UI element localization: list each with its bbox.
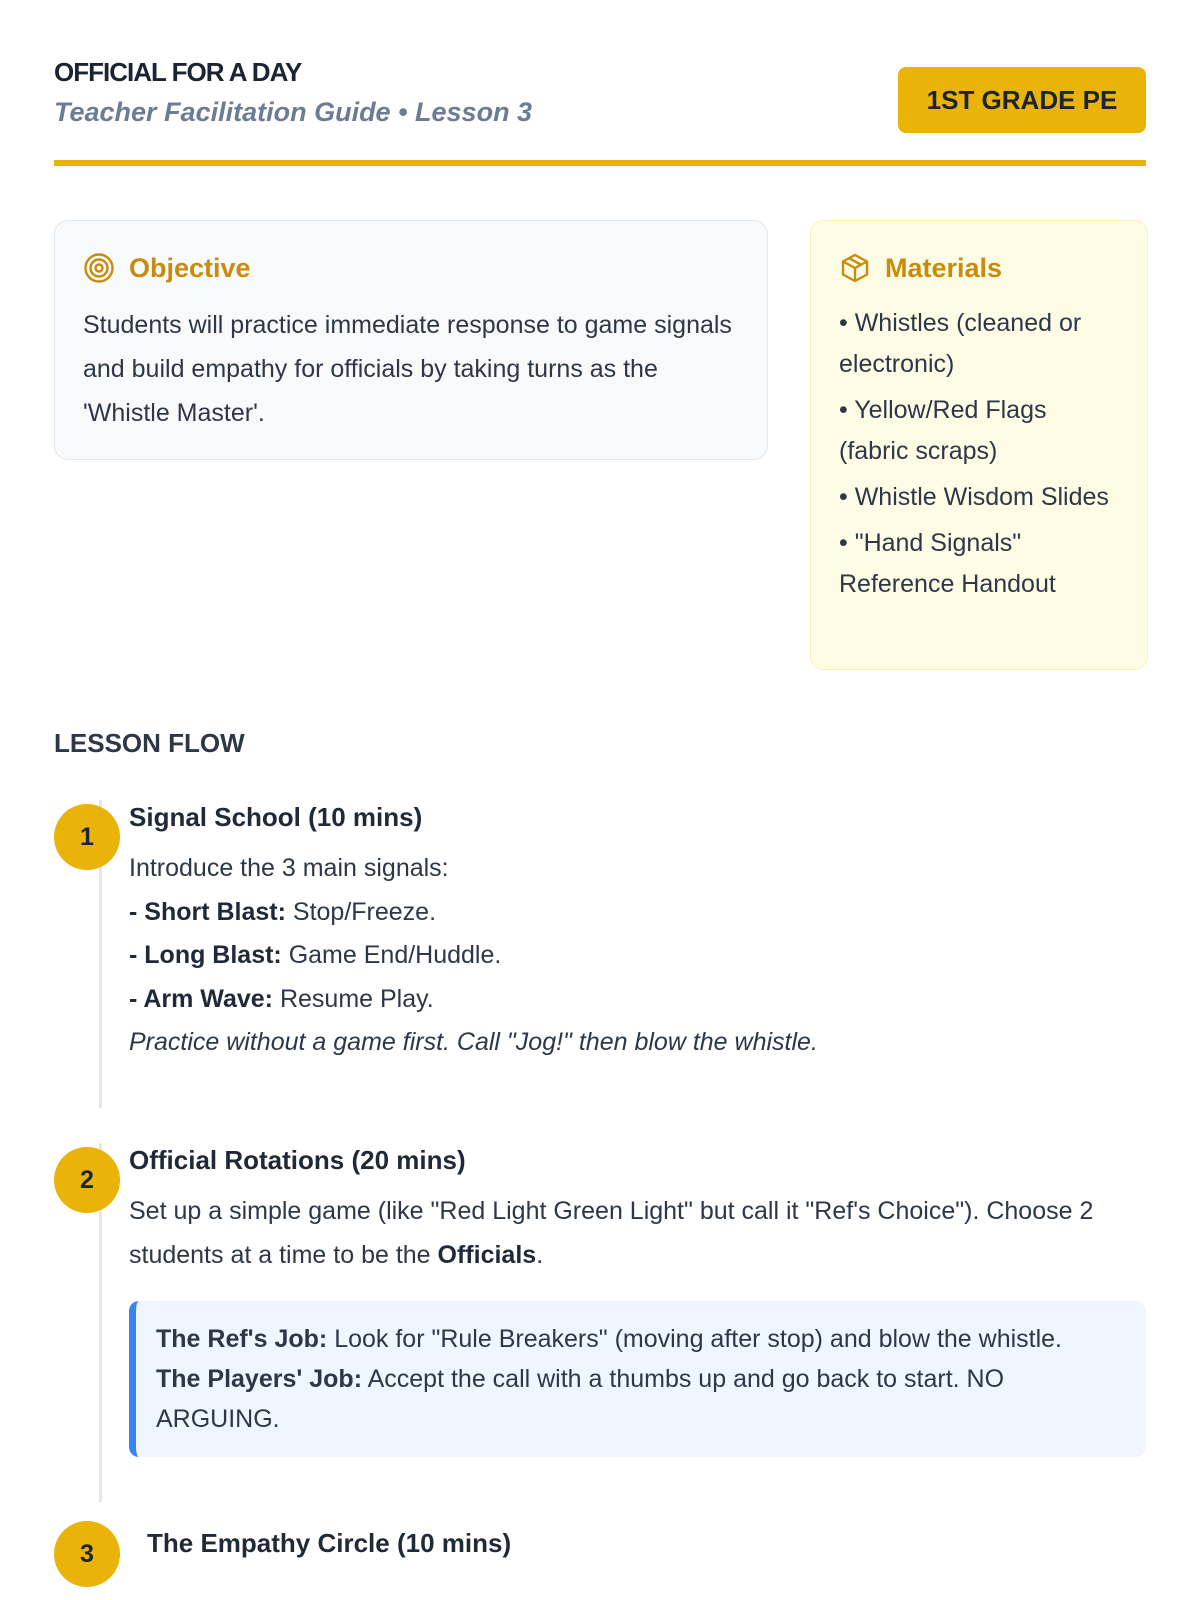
step-note: Practice without a game first. Call "Jog!" then blow the whistle. [129, 1028, 818, 1056]
step-number-badge: 2 [54, 1147, 120, 1213]
step-number-badge: 1 [54, 804, 120, 870]
materials-item: • "Hand Signals" Reference Handout [839, 529, 1056, 598]
callout-text: Look for "Rule Breakers" (moving after stop) and blow the whistle. [327, 1325, 1063, 1353]
signal-line [129, 978, 1146, 1022]
signal-line [129, 934, 1146, 978]
signal-label: - Long Blast: [129, 941, 282, 969]
step-title: Signal School (10 mins) [129, 802, 423, 832]
box-icon [839, 252, 871, 284]
materials-item: • Whistles (cleaned or electronic) [839, 309, 1082, 378]
objective-text: Students will practice immediate response to game signals and build empathy for officials by taking turns as the 'Whistle Master'. [83, 311, 732, 427]
materials-item: • Yellow/Red Flags (fabric scraps) [839, 396, 1047, 465]
page-header [54, 0, 1146, 166]
step-intro: Introduce the 3 main signals: [129, 854, 449, 882]
materials-card [810, 220, 1148, 670]
callout-line [156, 1319, 1126, 1359]
signal-line [129, 891, 1146, 935]
description-end: . [536, 1240, 544, 1269]
grade-badge: 1ST GRADE PE [898, 67, 1146, 133]
signal-text: Stop/Freeze. [285, 897, 437, 926]
callout-label: The Ref's Job: [156, 1325, 328, 1353]
step-title: Official Rotations (20 mins) [129, 1145, 466, 1175]
signal-text: Resume Play. [273, 984, 434, 1013]
callout-line [156, 1359, 1126, 1439]
lesson-step-3 [54, 1526, 1146, 1589]
step-body [129, 847, 1146, 1065]
signal-text: Game End/Huddle. [281, 941, 502, 969]
callout-text: Accept the call with a thumbs up and go back to start. NO ARGUING. [156, 1365, 1005, 1433]
materials-list [839, 303, 1119, 605]
objective-card-head [83, 251, 739, 285]
materials-heading: Materials [885, 252, 1003, 283]
lesson-timeline [54, 800, 1146, 1589]
target-icon [83, 252, 115, 284]
step-number-badge: 3 [54, 1521, 120, 1587]
objective-heading: Objective [129, 252, 251, 283]
step-title: The Empathy Circle (10 mins) [147, 1528, 512, 1558]
overview-cards [54, 166, 1146, 706]
lesson-step-2 [54, 1143, 1146, 1537]
lesson-step-1 [54, 800, 1146, 1143]
doc-subtitle: Teacher Facilitation Guide • Lesson 3 [54, 97, 533, 127]
materials-card-head [839, 251, 1119, 285]
step-description [129, 1190, 1146, 1277]
description-text: Set up a simple game (like "Red Light Green Light" but call it "Ref's Choice"). Choose 2 students at a time to be the [129, 1197, 1094, 1269]
signal-label: - Arm Wave: [129, 984, 274, 1013]
doc-title: OFFICIAL FOR A DAY [54, 57, 302, 87]
materials-item: • Whistle Wisdom Slides [839, 483, 1109, 511]
description-emphasis: Officials [437, 1240, 537, 1269]
signal-label: - Short Blast: [129, 897, 286, 926]
objective-card [54, 220, 768, 460]
callout-label: The Players' Job: [156, 1365, 363, 1393]
roles-callout [129, 1301, 1146, 1457]
lesson-flow-heading: LESSON FLOW [54, 728, 245, 758]
step-body [129, 1190, 1146, 1277]
